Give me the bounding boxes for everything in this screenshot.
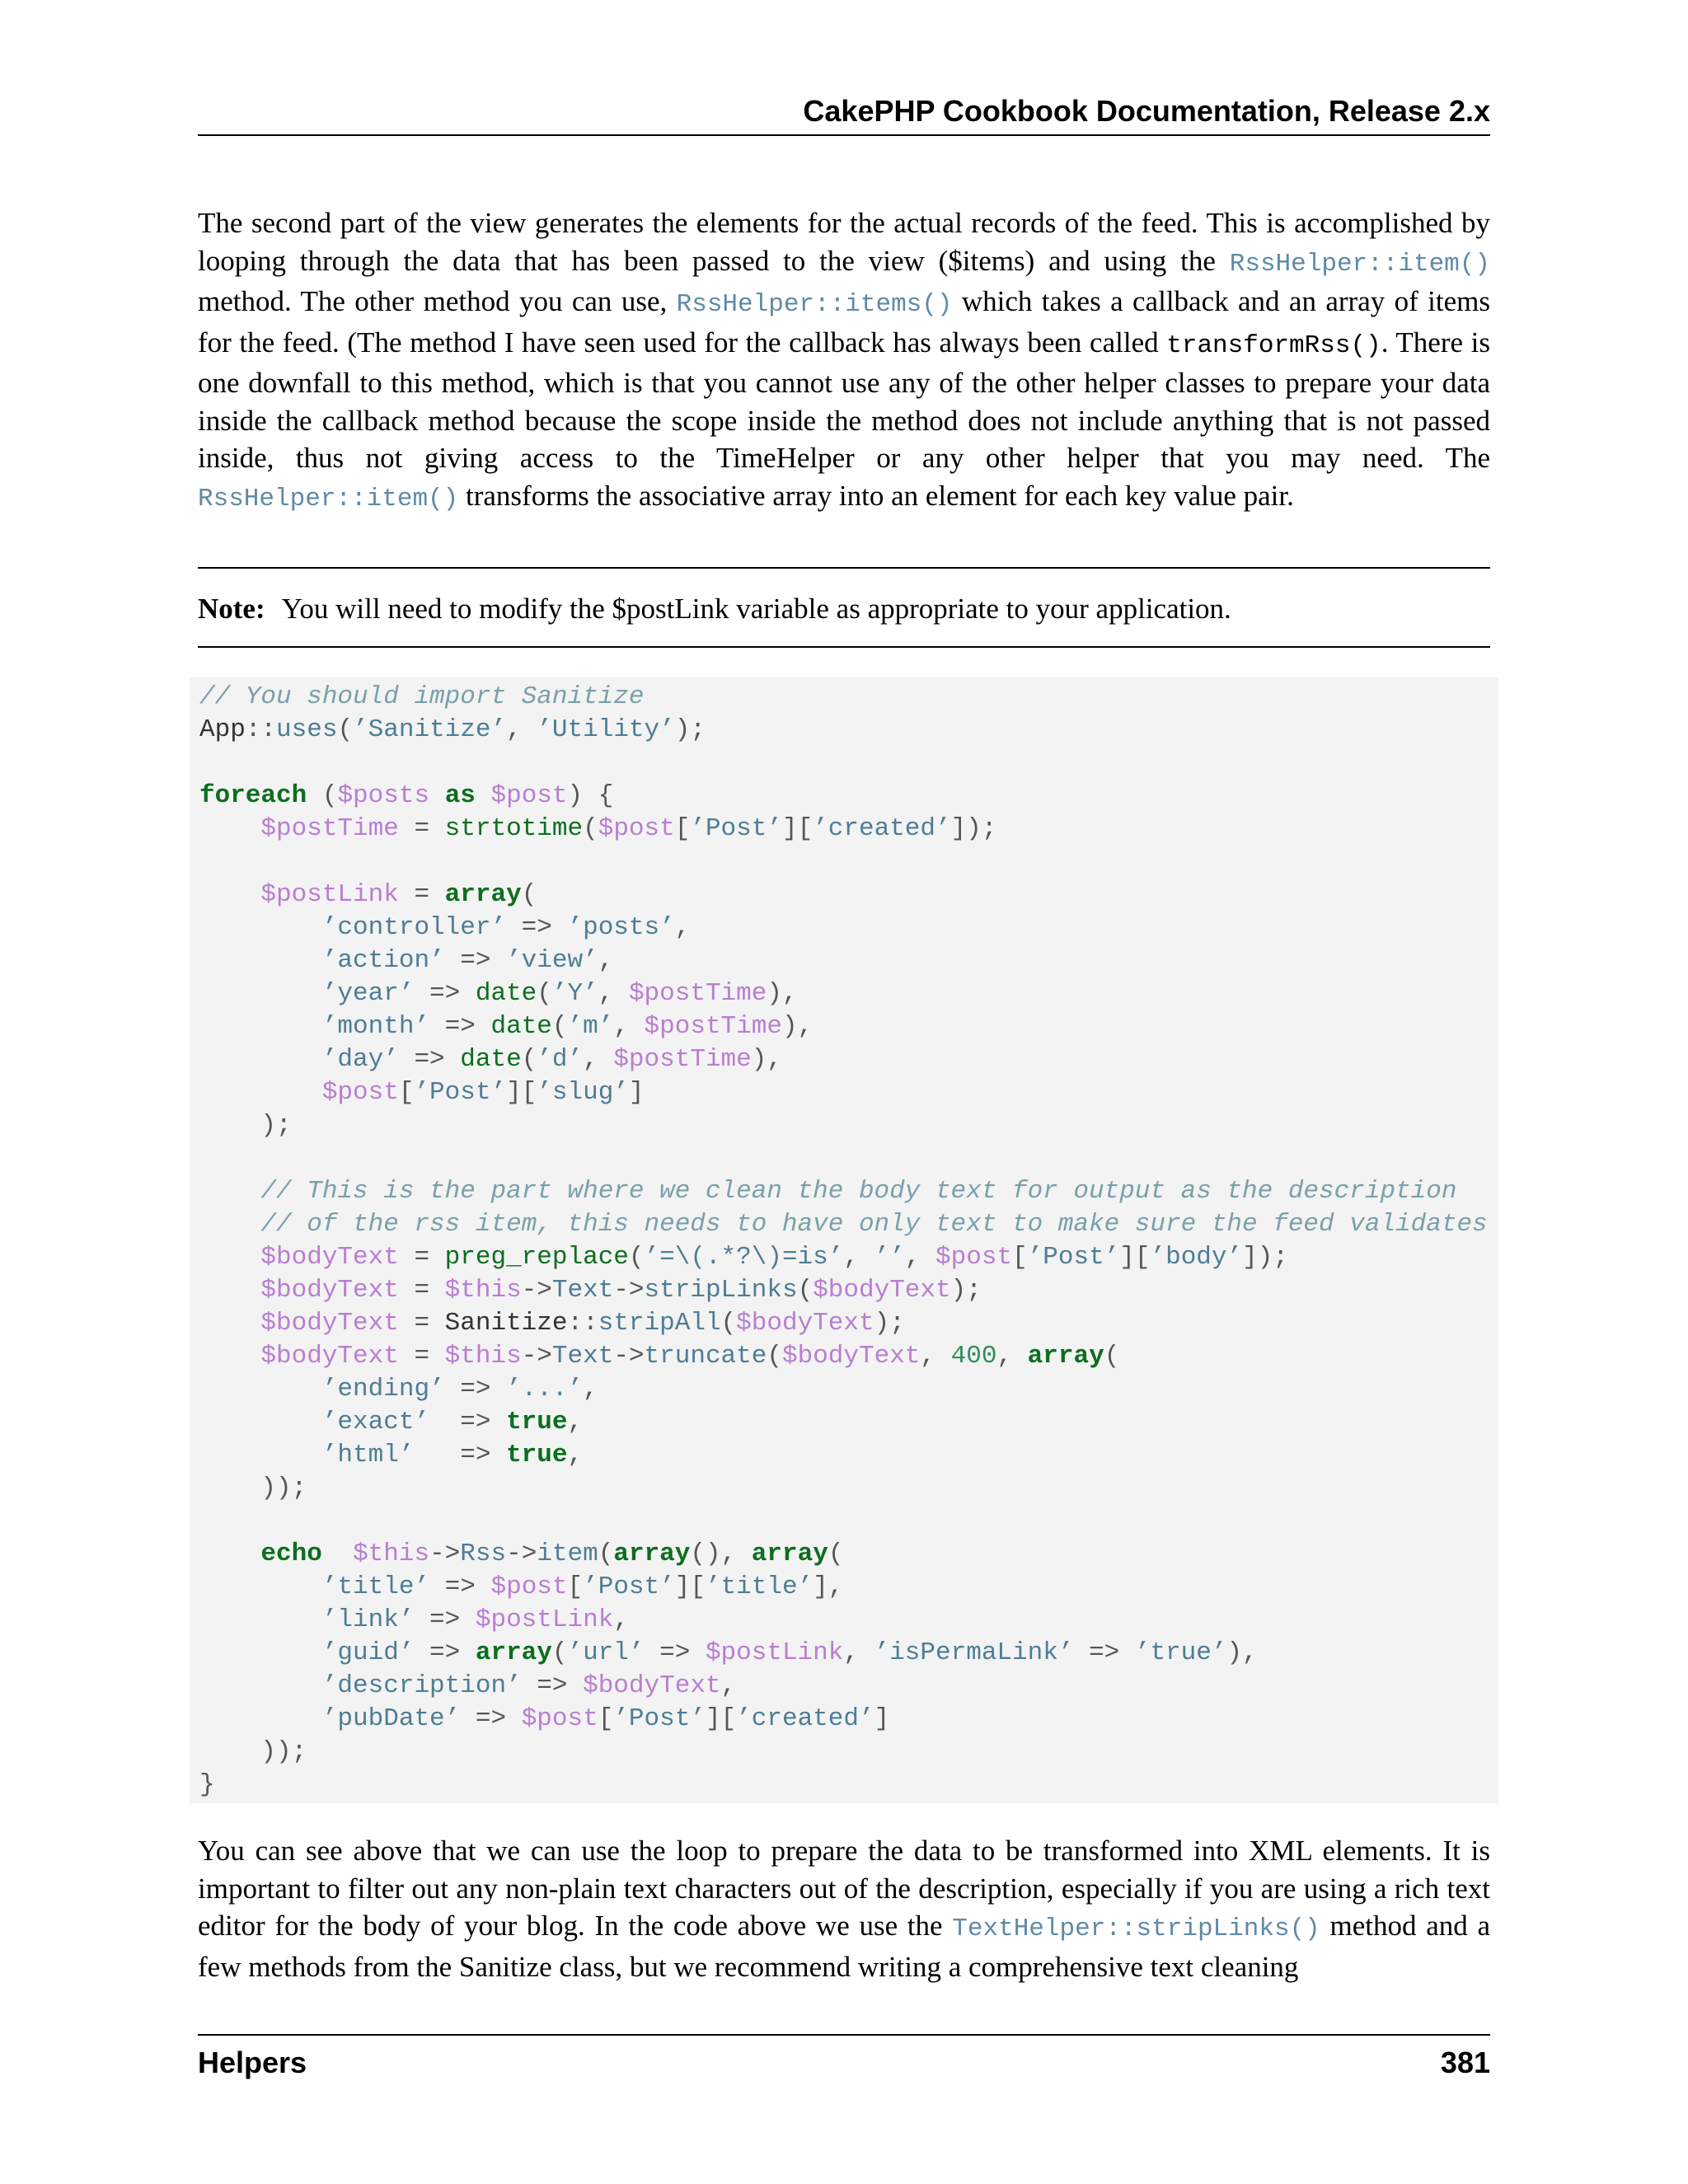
code-token: => bbox=[1073, 1638, 1135, 1667]
code-token: ’Sanitize’ bbox=[353, 715, 507, 744]
code-token: $postTime bbox=[613, 1045, 752, 1074]
code-token: )); bbox=[199, 1737, 307, 1766]
code-token: ); bbox=[199, 1111, 292, 1140]
code-token: , bbox=[583, 1375, 598, 1404]
code-token: ’pubDate’ bbox=[321, 1704, 461, 1733]
rsshelper-items-link[interactable]: RssHelper::items() bbox=[676, 290, 953, 319]
code-token bbox=[199, 1276, 260, 1305]
code-token: ’title’ bbox=[321, 1572, 430, 1601]
code-token: -> bbox=[613, 1342, 645, 1371]
code-token: ) { bbox=[567, 781, 614, 810]
code-token: $bodyText bbox=[260, 1309, 399, 1338]
code-line bbox=[199, 1670, 1488, 1703]
code-token bbox=[199, 1309, 260, 1338]
code-line bbox=[199, 1109, 1488, 1142]
code-token: => bbox=[460, 1704, 522, 1733]
code-token: [ bbox=[674, 814, 691, 843]
code-token: = bbox=[398, 1243, 445, 1272]
code-token: ’url’ bbox=[567, 1638, 645, 1667]
code-token: , bbox=[904, 1243, 936, 1272]
code-token: ), bbox=[1226, 1638, 1258, 1667]
code-token: ’Post’ bbox=[583, 1572, 675, 1601]
code-token: = bbox=[398, 1342, 445, 1371]
text-segment: method. The other method you can use, bbox=[198, 285, 677, 317]
code-listing bbox=[199, 681, 1488, 1802]
code-token: $postTime bbox=[260, 814, 399, 843]
code-token: ’day’ bbox=[321, 1045, 399, 1074]
code-token: [ bbox=[567, 1572, 584, 1601]
code-token bbox=[322, 1540, 353, 1568]
transformrss-code: transformRss() bbox=[1166, 330, 1381, 360]
code-token: , bbox=[613, 1012, 645, 1041]
code-token: $bodyText bbox=[583, 1671, 721, 1700]
code-token: => bbox=[398, 1045, 461, 1074]
code-line bbox=[199, 747, 1488, 780]
code-token: $bodyText bbox=[260, 1276, 399, 1305]
code-token: ’ending’ bbox=[321, 1375, 445, 1404]
code-token: array bbox=[1027, 1342, 1104, 1371]
code-line bbox=[199, 1241, 1488, 1274]
code-token bbox=[199, 1441, 322, 1469]
code-token: // You should import Sanitize bbox=[199, 682, 645, 711]
code-token: array bbox=[444, 880, 522, 909]
code-token: [ bbox=[598, 1704, 614, 1733]
code-token: ( bbox=[767, 1342, 782, 1371]
code-token bbox=[199, 1638, 322, 1667]
code-token: foreach bbox=[199, 781, 307, 810]
code-token bbox=[199, 1210, 260, 1239]
code-token: $post bbox=[521, 1704, 598, 1733]
code-token: , bbox=[567, 1441, 584, 1469]
code-token: Text bbox=[551, 1342, 614, 1371]
code-token: ( bbox=[521, 1045, 537, 1074]
code-token: ]); bbox=[950, 814, 997, 843]
code-token: ’’ bbox=[874, 1243, 905, 1272]
code-line bbox=[199, 681, 1488, 714]
code-token: ); bbox=[674, 715, 706, 744]
code-line bbox=[199, 1208, 1488, 1241]
code-line bbox=[199, 1736, 1488, 1769]
code-line bbox=[199, 1505, 1488, 1538]
code-token bbox=[199, 814, 260, 843]
code-token: array bbox=[475, 1638, 552, 1667]
code-token: -> bbox=[429, 1540, 461, 1568]
code-token bbox=[199, 946, 322, 975]
code-line bbox=[199, 1472, 1488, 1505]
code-token: // of the rss item, this needs to have only text to make sure the feed validates bbox=[260, 1210, 1488, 1239]
code-token: , bbox=[613, 1605, 629, 1634]
code-line bbox=[199, 1010, 1488, 1043]
code-token: ’true’ bbox=[1134, 1638, 1227, 1667]
code-line bbox=[199, 1637, 1488, 1670]
code-line bbox=[199, 912, 1488, 944]
code-token bbox=[199, 1078, 322, 1107]
code-token: $postTime bbox=[628, 979, 767, 1008]
code-token: => bbox=[414, 1605, 476, 1634]
note-text: You will need to modify the $postLink variable as appropriate to your application. bbox=[281, 593, 1231, 625]
code-token: ( bbox=[537, 979, 552, 1008]
note-bottom-rule bbox=[198, 646, 1490, 648]
code-token: App bbox=[199, 715, 246, 744]
code-token: ’view’ bbox=[506, 946, 598, 975]
code-token: stripLinks bbox=[644, 1276, 798, 1305]
code-line bbox=[199, 1373, 1488, 1406]
running-header: CakePHP Cookbook Documentation, Release 2.x bbox=[803, 94, 1490, 128]
code-token: ’year’ bbox=[321, 979, 415, 1008]
code-token: $this bbox=[444, 1276, 522, 1305]
code-token: $bodyText bbox=[781, 1342, 921, 1371]
code-token: ][ bbox=[705, 1704, 737, 1733]
code-line bbox=[199, 846, 1488, 879]
rsshelper-item-link-2[interactable]: RssHelper::item() bbox=[198, 484, 459, 513]
code-token: ’Post’ bbox=[414, 1078, 507, 1107]
code-token: , bbox=[843, 1638, 874, 1667]
texthelper-striplinks-link[interactable]: TextHelper::stripLinks() bbox=[952, 1915, 1320, 1943]
code-token: :: bbox=[567, 1309, 598, 1338]
code-token: ], bbox=[813, 1572, 844, 1601]
code-line bbox=[199, 1076, 1488, 1109]
code-token: = bbox=[398, 1276, 445, 1305]
code-token: date bbox=[460, 1045, 522, 1074]
code-token: -> bbox=[613, 1276, 645, 1305]
code-token: // This is the part where we clean the body text for output as the description bbox=[260, 1177, 1457, 1206]
code-line bbox=[199, 1538, 1488, 1571]
code-token: -> bbox=[506, 1540, 537, 1568]
code-token: $postTime bbox=[644, 1012, 782, 1041]
code-token: uses bbox=[276, 715, 338, 744]
code-token: , bbox=[567, 1408, 584, 1436]
code-line bbox=[199, 1703, 1488, 1736]
code-token: ( bbox=[551, 1012, 568, 1041]
code-token: => bbox=[414, 1638, 476, 1667]
code-token: date bbox=[475, 979, 537, 1008]
code-token: => bbox=[414, 979, 476, 1008]
code-line bbox=[199, 1307, 1488, 1340]
code-token: ][ bbox=[674, 1572, 706, 1601]
code-token: $postLink bbox=[260, 880, 399, 909]
code-token: true bbox=[506, 1441, 568, 1469]
code-token: ’Y’ bbox=[551, 979, 598, 1008]
code-token bbox=[199, 1375, 322, 1404]
code-token: ’Post’ bbox=[690, 814, 782, 843]
code-token: => bbox=[444, 946, 507, 975]
code-token: ’created’ bbox=[736, 1704, 874, 1733]
code-token: ’action’ bbox=[321, 946, 445, 975]
code-token bbox=[476, 781, 491, 810]
code-token: ( bbox=[583, 814, 598, 843]
text-segment: . There is one downfall to this method, which is that you cannot use any of the other helper classes to prepare your data inside the callback method because the scope inside the method does not include anything that is not passed inside, thus not giving access to the TimeHelper or any other helper that you may need. The bbox=[198, 326, 1490, 474]
code-token: ( bbox=[521, 880, 537, 909]
code-token: } bbox=[199, 1770, 215, 1799]
code-token: $bodyText bbox=[260, 1243, 399, 1272]
code-token: ), bbox=[781, 1012, 814, 1041]
code-token: preg_replace bbox=[444, 1243, 629, 1272]
code-token: $post bbox=[490, 781, 568, 810]
code-token: , bbox=[506, 715, 537, 744]
code-token: = bbox=[398, 814, 445, 843]
page-number: 381 bbox=[1440, 2046, 1490, 2079]
code-token: ’link’ bbox=[321, 1605, 415, 1634]
code-token: ][ bbox=[1119, 1243, 1151, 1272]
code-token bbox=[429, 781, 445, 810]
code-token: ( bbox=[828, 1540, 844, 1568]
text-segment: which takes a callback and an array of items for the feed. (The method I have seen used for the callback has always been called bbox=[198, 285, 1490, 359]
code-token bbox=[199, 913, 322, 942]
code-token: , bbox=[598, 946, 614, 975]
code-token: => bbox=[429, 1572, 491, 1601]
code-token: => bbox=[644, 1638, 706, 1667]
code-line bbox=[199, 879, 1488, 912]
code-token: -> bbox=[521, 1342, 552, 1371]
code-token: ), bbox=[751, 1045, 782, 1074]
code-token: array bbox=[613, 1540, 691, 1568]
code-token: = bbox=[398, 1309, 445, 1338]
note-label: Note: bbox=[198, 593, 265, 625]
code-token: => bbox=[521, 1671, 584, 1700]
code-token bbox=[199, 1540, 260, 1568]
code-token: = bbox=[398, 880, 445, 909]
code-token: $bodyText bbox=[813, 1276, 951, 1305]
paragraph-filtering bbox=[198, 1832, 1490, 1985]
code-token: ’...’ bbox=[506, 1375, 584, 1404]
code-token: ’body’ bbox=[1150, 1243, 1243, 1272]
code-token: => bbox=[429, 1408, 507, 1436]
code-token bbox=[199, 1342, 260, 1371]
code-token: (), bbox=[690, 1540, 752, 1568]
code-token: , bbox=[720, 1671, 737, 1700]
code-token: ’exact’ bbox=[321, 1408, 430, 1436]
code-token: -> bbox=[521, 1276, 552, 1305]
footer-rule bbox=[198, 2034, 1490, 2036]
code-token: ’Utility’ bbox=[537, 715, 675, 744]
code-token: ][ bbox=[506, 1078, 537, 1107]
code-token: $postLink bbox=[475, 1605, 614, 1634]
code-token: as bbox=[444, 781, 476, 810]
code-token: ’month’ bbox=[321, 1012, 430, 1041]
code-token: ’slug’ bbox=[537, 1078, 629, 1107]
code-token: echo bbox=[260, 1540, 322, 1568]
code-token bbox=[199, 1605, 322, 1634]
code-token: 400 bbox=[950, 1342, 997, 1371]
code-token: ] bbox=[874, 1704, 890, 1733]
code-line bbox=[199, 1142, 1488, 1175]
code-line bbox=[199, 1604, 1488, 1637]
code-token: true bbox=[506, 1408, 568, 1436]
code-token: ( bbox=[307, 781, 338, 810]
code-token: ), bbox=[767, 979, 798, 1008]
code-token: strtotime bbox=[444, 814, 584, 843]
code-token bbox=[199, 1012, 322, 1041]
code-token: , bbox=[674, 913, 691, 942]
code-token bbox=[199, 979, 322, 1008]
code-token: array bbox=[751, 1540, 828, 1568]
code-line bbox=[199, 1274, 1488, 1307]
code-token: stripAll bbox=[598, 1309, 721, 1338]
code-token: ] bbox=[628, 1078, 645, 1107]
code-token: :: bbox=[245, 715, 277, 744]
code-token: , bbox=[598, 979, 629, 1008]
code-token: => bbox=[414, 1441, 507, 1469]
code-token bbox=[199, 1408, 322, 1436]
code-token bbox=[199, 1177, 260, 1206]
text-segment: The second part of the view generates the elements for the actual records of the feed. This is accomplished by looping through the data that has been passed to the view ($items) and using the bbox=[198, 207, 1490, 277]
text-segment: You can see above that we can use the loop to prepare the data to be transformed into XML elements. It is important to filter out any non-plain text characters out of the description, especially if you are using a rich text editor for the body of your blog. In the code above we use the bbox=[198, 1835, 1490, 1942]
code-token: $this bbox=[353, 1540, 430, 1568]
code-token: => bbox=[429, 1012, 491, 1041]
code-line bbox=[199, 1769, 1488, 1802]
code-token: $bodyText bbox=[260, 1342, 399, 1371]
code-token: ’description’ bbox=[321, 1671, 522, 1700]
code-token: ’m’ bbox=[567, 1012, 614, 1041]
code-token: ( bbox=[598, 1540, 614, 1568]
code-token: Rss bbox=[460, 1540, 507, 1568]
code-token: [ bbox=[1012, 1243, 1028, 1272]
note-top-rule bbox=[198, 567, 1490, 569]
code-token bbox=[199, 1243, 260, 1272]
code-line bbox=[199, 1439, 1488, 1472]
code-token: ’isPermaLink’ bbox=[874, 1638, 1074, 1667]
code-token: ’created’ bbox=[813, 814, 951, 843]
code-token: ( bbox=[628, 1243, 645, 1272]
code-token bbox=[199, 880, 260, 909]
code-token: $posts bbox=[337, 781, 430, 810]
code-token: $post bbox=[598, 814, 675, 843]
code-token bbox=[199, 1572, 322, 1601]
code-token: ); bbox=[950, 1276, 982, 1305]
code-token: ’d’ bbox=[537, 1045, 584, 1074]
code-token: $post bbox=[935, 1243, 1013, 1272]
code-token: ’guid’ bbox=[321, 1638, 415, 1667]
code-line bbox=[199, 1571, 1488, 1604]
code-token: ’Post’ bbox=[1027, 1243, 1120, 1272]
code-token: date bbox=[490, 1012, 552, 1041]
code-token: , bbox=[920, 1342, 951, 1371]
text-segment: transforms the associative array into an element for each key value pair. bbox=[458, 479, 1294, 512]
code-token: , bbox=[843, 1243, 874, 1272]
code-line bbox=[199, 714, 1488, 747]
footer-section-title: Helpers bbox=[198, 2046, 307, 2079]
code-token: ( bbox=[720, 1309, 737, 1338]
code-token: Text bbox=[551, 1276, 614, 1305]
code-line bbox=[199, 813, 1488, 846]
code-token: ); bbox=[874, 1309, 905, 1338]
code-line bbox=[199, 944, 1488, 977]
text-segment: method and a few methods from the Sanitize class, but we recommend writing a comprehensive text cleaning bbox=[198, 1910, 1490, 1983]
code-token: ]); bbox=[1242, 1243, 1288, 1272]
code-token: ( bbox=[551, 1638, 568, 1667]
code-token bbox=[199, 1045, 322, 1074]
code-token: , bbox=[583, 1045, 614, 1074]
code-token: $bodyText bbox=[736, 1309, 874, 1338]
code-line bbox=[199, 780, 1488, 813]
rsshelper-item-link[interactable]: RssHelper::item() bbox=[1229, 249, 1490, 279]
code-token: [ bbox=[398, 1078, 415, 1107]
code-token: ’=\(.*?\)=is’ bbox=[644, 1243, 844, 1272]
code-line bbox=[199, 1043, 1488, 1076]
code-token: ’html’ bbox=[321, 1441, 415, 1469]
code-token: ’Post’ bbox=[613, 1704, 706, 1733]
code-token: ( bbox=[1104, 1342, 1120, 1371]
code-token: Sanitize bbox=[444, 1309, 568, 1338]
code-token: ( bbox=[797, 1276, 814, 1305]
paragraph-rss-items bbox=[198, 204, 1490, 518]
code-token: ( bbox=[337, 715, 354, 744]
code-token: , bbox=[996, 1342, 1028, 1371]
code-line bbox=[199, 1340, 1488, 1373]
code-token: item bbox=[537, 1540, 598, 1568]
header-rule bbox=[198, 134, 1490, 136]
code-token: => bbox=[506, 913, 568, 942]
code-token: truncate bbox=[644, 1342, 767, 1371]
code-token: ’title’ bbox=[705, 1572, 814, 1601]
code-token: => bbox=[444, 1375, 507, 1404]
code-token: $postLink bbox=[705, 1638, 844, 1667]
code-token: ][ bbox=[781, 814, 814, 843]
code-token: $post bbox=[490, 1572, 568, 1601]
code-token: $this bbox=[444, 1342, 522, 1371]
code-token: ’posts’ bbox=[567, 913, 675, 942]
code-token bbox=[199, 1704, 322, 1733]
code-line bbox=[199, 1406, 1488, 1439]
code-token: )); bbox=[199, 1474, 307, 1502]
code-token: ’controller’ bbox=[321, 913, 507, 942]
note-box bbox=[198, 588, 1490, 630]
code-token bbox=[199, 1671, 322, 1700]
code-line bbox=[199, 1175, 1488, 1208]
code-line bbox=[199, 977, 1488, 1010]
code-token: $post bbox=[321, 1078, 399, 1107]
